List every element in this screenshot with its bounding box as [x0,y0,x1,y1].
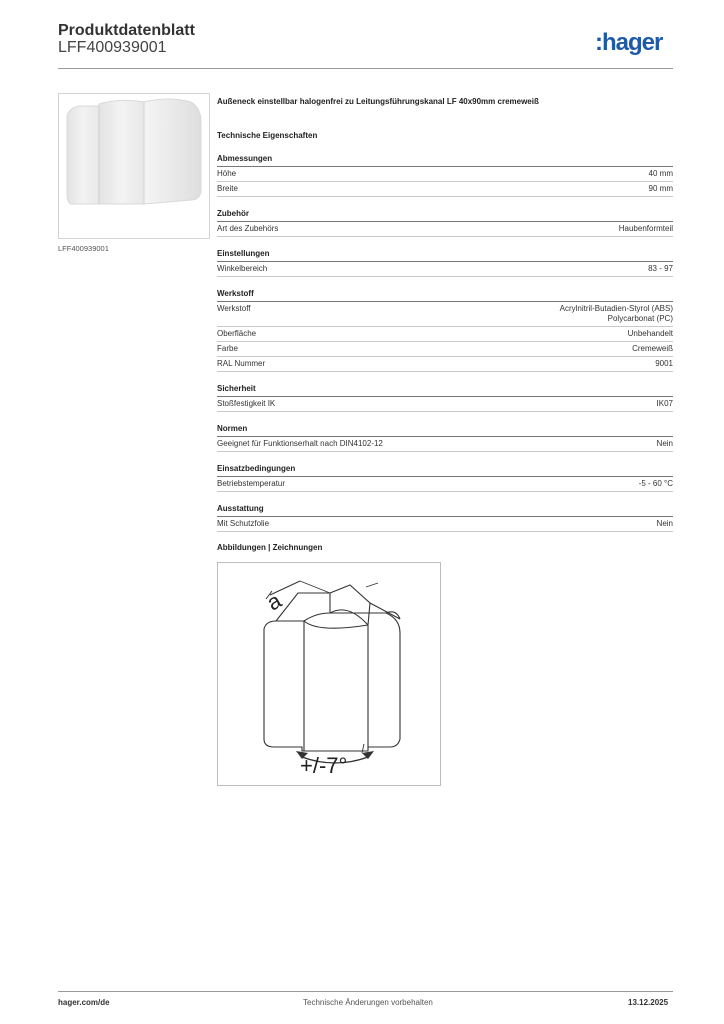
product-description: Außeneck einstellbar halogenfrei zu Leitungsführungskanal LF 40x90mm cremeweiß [217,97,539,106]
properties-table [217,153,673,543]
property-row [217,397,673,412]
article-number: LFF400939001 [58,39,167,56]
property-row [217,222,673,237]
property-value: Nein [656,519,673,528]
technical-properties-heading: Technische Eigenschaften [217,131,318,140]
section-title: Werkstoff [217,288,673,302]
property-row [217,342,673,357]
footer-divider [58,991,673,992]
property-row [217,327,673,342]
property-label: Mit Schutzfolie [217,519,270,528]
property-label: Breite [217,184,238,193]
property-row [217,437,673,452]
property-section [217,383,673,412]
property-label: Art des Zubehörs [217,224,279,233]
property-section [217,423,673,452]
property-label: RAL Nummer [217,359,266,368]
property-section [217,503,673,532]
angle-label: +/-7° [300,753,348,778]
property-section [217,288,673,372]
property-label: Winkelbereich [217,264,268,273]
property-value: 40 mm [648,169,673,178]
property-row [217,262,673,277]
product-photo [58,93,210,239]
property-value: Nein [656,439,673,448]
section-title: Einsatzbedingungen [217,463,673,477]
property-label: Werkstoff [217,304,251,313]
property-section [217,248,673,277]
logo-text: :hager [595,29,663,56]
hager-logo [595,28,675,58]
property-section [217,153,673,197]
header-divider [58,68,673,69]
property-label: Stoßfestigkeit IK [217,399,276,408]
property-row [217,182,673,197]
image-caption: LFF400939001 [58,244,109,253]
dimension-label-a: a [262,587,286,616]
property-value: Acrylnitril-Butadien-Styrol (ABS) Polycarbonat (PC) [559,304,673,323]
property-label: Höhe [217,169,237,178]
property-row [217,302,673,327]
property-value: -5 - 60 °C [638,479,673,488]
drawings-heading: Abbildungen | Zeichnungen [217,543,323,552]
property-value: IK07 [656,399,673,408]
property-row [217,517,673,532]
property-value: Haubenformteil [618,224,673,233]
technical-drawing [217,562,441,786]
property-row [217,357,673,372]
property-value: Cremeweiß [632,344,673,353]
section-title: Sicherheit [217,383,673,397]
footer-website[interactable]: hager.com/de [58,998,110,1007]
footer-date: 13.12.2025 [628,998,669,1007]
page-title: Produktdatenblatt [58,22,195,39]
property-row [217,167,673,182]
property-section [217,463,673,492]
property-value: 9001 [655,359,673,368]
property-row [217,477,673,492]
property-value: Unbehandelt [627,329,673,338]
property-section [217,208,673,237]
section-title: Abmessungen [217,153,673,167]
section-title: Zubehör [217,208,673,222]
property-value: 83 - 97 [648,264,673,273]
property-label: Geeignet für Funktionserhalt nach DIN4102-12 [217,439,383,448]
section-title: Einstellungen [217,248,673,262]
property-label: Farbe [217,344,238,353]
property-label: Betriebstemperatur [217,479,286,488]
section-title: Normen [217,423,673,437]
section-title: Ausstattung [217,503,673,517]
property-label: Oberfläche [217,329,257,338]
property-value: 90 mm [648,184,673,193]
footer-notice: Technische Änderungen vorbehalten [303,998,433,1007]
